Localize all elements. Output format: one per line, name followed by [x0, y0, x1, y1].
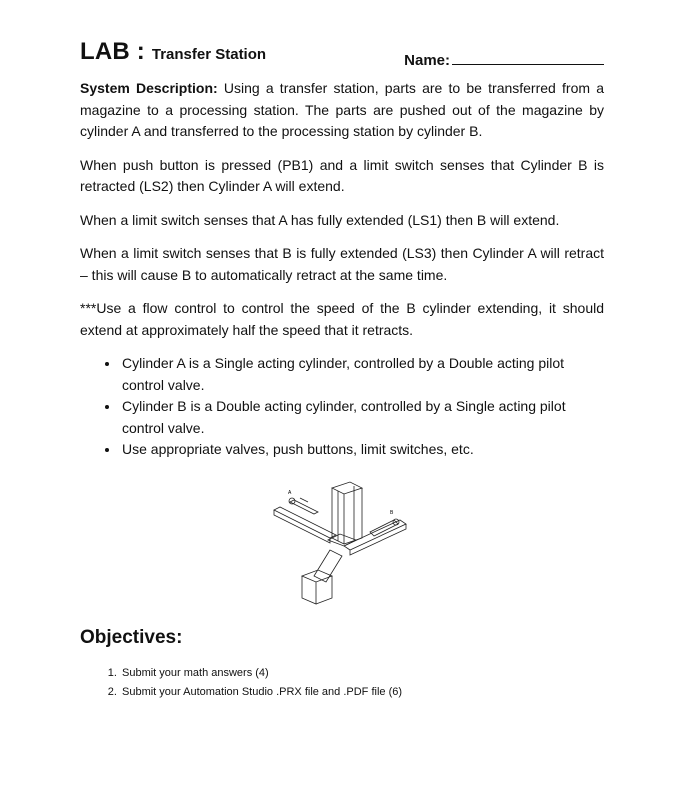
name-label: Name:: [404, 52, 450, 69]
list-item: 2. Submit your Automation Studio .PRX file and .PDF file (6): [120, 683, 402, 702]
system-description: [80, 78, 604, 143]
station-right: [316, 576, 332, 604]
lab-heading: [80, 38, 266, 66]
paragraph-pb1: When push button is pressed (PB1) and a limit switch senses that Cylinder B is retracted (LS2) then Cylinder A will extend.: [80, 156, 604, 194]
document-page: [80, 38, 604, 461]
paragraph-ls1: When a limit switch senses that A has fully extended (LS1) then B will extend.: [80, 211, 560, 228]
paragraph-flow-control: ***Use a flow control to control the speed of the B cylinder extending, it should extend at approximately half the speed that it retracts.: [80, 300, 604, 338]
list-item: • Use appropriate valves, push buttons, limit switches, etc.: [120, 439, 604, 461]
cylinder-b: [370, 520, 398, 536]
system-description-text: Using a transfer station, parts are to be transferred from a magazine to a processing station. The parts are pushed out of the magazine by cylinder A and transferred to the processing station by cylinder B.: [80, 80, 604, 139]
name-blank-line: [452, 50, 604, 65]
requirements-list: [80, 353, 604, 461]
station-left: [302, 576, 316, 604]
lab-label: LAB :: [80, 38, 145, 65]
system-description-label: System Description:: [80, 80, 218, 96]
label-a: A: [288, 490, 292, 496]
label-b: B: [390, 510, 394, 516]
cylinder-a-arrow: [300, 498, 308, 502]
objectives-list: [80, 664, 402, 702]
list-item: • Cylinder B is a Double acting cylinder, controlled by a Single acting pilot control valve.: [120, 396, 604, 439]
name-field: [404, 50, 604, 69]
cylinder-a: [290, 500, 318, 514]
transfer-station-illustration: [270, 480, 410, 610]
paragraph-ls3: When a limit switch senses that B is fully extended (LS3) then Cylinder A will retract – this will cause B to automatically retract at the same time.: [80, 245, 604, 283]
rail-left-side: [274, 510, 330, 543]
lab-title: Transfer Station: [151, 46, 267, 63]
objectives-title: Objectives:: [80, 627, 183, 648]
header: [80, 38, 604, 72]
list-item: • Cylinder A is a Single acting cylinder, controlled by a Double acting pilot control valve.: [120, 353, 604, 396]
magazine-right: [344, 488, 362, 544]
magazine-top: [332, 482, 362, 494]
list-item: 1. Submit your math answers (4): [120, 664, 402, 683]
rail-left: [274, 507, 336, 538]
